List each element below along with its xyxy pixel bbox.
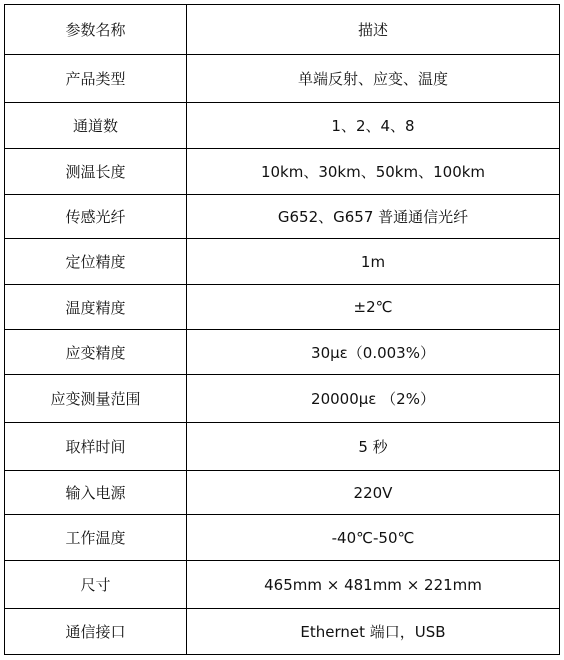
table-row (5, 330, 560, 375)
table-row (5, 423, 560, 471)
param-name-cell: 尺寸 (5, 561, 187, 609)
param-value-cell: 10km、30km、50km、100km (187, 149, 560, 195)
table-row (5, 609, 560, 655)
table-row (5, 285, 560, 330)
param-name-cell: 输入电源 (5, 471, 187, 515)
table-header-row (5, 5, 560, 55)
param-value-cell: -40℃-50℃ (187, 515, 560, 561)
param-value-cell: 1、2、4、8 (187, 103, 560, 149)
param-name-cell: 传感光纤 (5, 195, 187, 239)
table-row (5, 561, 560, 609)
param-name-cell: 取样时间 (5, 423, 187, 471)
spec-table (4, 4, 560, 655)
param-value-cell: 5 秒 (187, 423, 560, 471)
table-row (5, 103, 560, 149)
param-value-cell: ±2℃ (187, 285, 560, 330)
param-name-cell: 应变精度 (5, 330, 187, 375)
param-name-cell: 温度精度 (5, 285, 187, 330)
param-name-cell: 应变测量范围 (5, 375, 187, 423)
param-value-cell: G652、G657 普通通信光纤 (187, 195, 560, 239)
param-value-cell: Ethernet 端口，USB (187, 609, 560, 655)
table-row (5, 195, 560, 239)
param-value-cell: 465mm × 481mm × 221mm (187, 561, 560, 609)
param-name-cell: 通道数 (5, 103, 187, 149)
table-row (5, 471, 560, 515)
table-row (5, 375, 560, 423)
param-value-cell: 20000με （2%） (187, 375, 560, 423)
table-row (5, 515, 560, 561)
param-value-cell: 单端反射、应变、温度 (187, 55, 560, 103)
param-value-cell: 220V (187, 471, 560, 515)
param-name-cell: 测温长度 (5, 149, 187, 195)
param-name-cell: 定位精度 (5, 239, 187, 285)
table-row (5, 149, 560, 195)
param-value-cell: 30με（0.003%） (187, 330, 560, 375)
table-row (5, 55, 560, 103)
table-row (5, 239, 560, 285)
param-name-cell: 通信接口 (5, 609, 187, 655)
param-value-cell: 1m (187, 239, 560, 285)
param-name-cell: 产品类型 (5, 55, 187, 103)
header-description: 描述 (187, 5, 560, 55)
header-param-name: 参数名称 (5, 5, 187, 55)
param-name-cell: 工作温度 (5, 515, 187, 561)
